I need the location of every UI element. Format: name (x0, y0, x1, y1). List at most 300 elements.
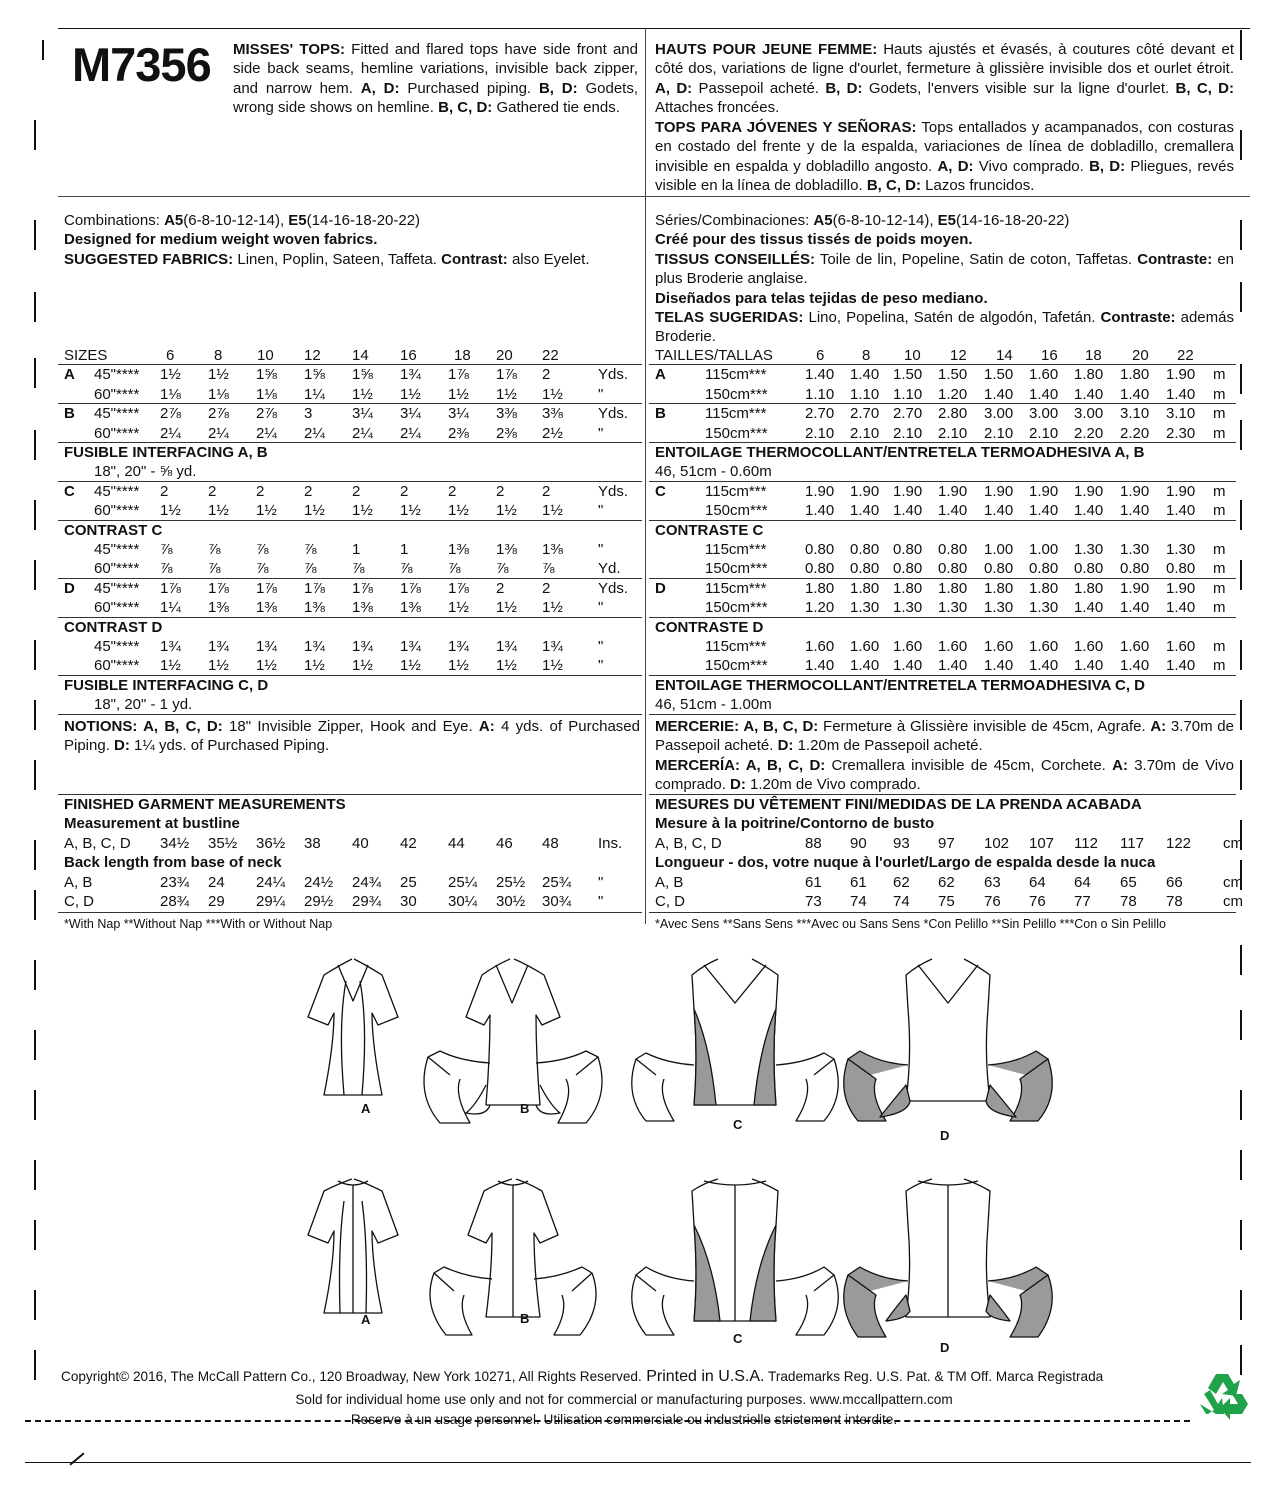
measurement-value: 29½ (304, 893, 334, 910)
fabric-width: 150cm*** (705, 560, 768, 578)
yardage-value: 2 (208, 482, 217, 500)
yardage-value: 2¼ (208, 424, 229, 442)
yardage-value: 1.50 (938, 366, 968, 384)
measurement-value: 36½ (256, 834, 286, 852)
yardage-value: 1.40 (1029, 385, 1059, 403)
yardage-value: 1.40 (1120, 599, 1150, 617)
corner-mark (69, 1452, 84, 1465)
notions-en: NOTIONS: A, B, C, D: 18" Invisible Zipper, Hook and Eye. A: 4 yds. of Purchased Piping. D: 1¼ yds. of Purchased Piping. (64, 718, 640, 755)
measurement-value: 63 (984, 873, 1001, 891)
yardage-value: 1.00 (1029, 541, 1059, 558)
measurement-value: 117 (1120, 834, 1144, 852)
yardage-value: ⅞ (542, 560, 555, 578)
fabric-width: 150cm*** (705, 502, 768, 520)
yardage-value: 1⅞ (496, 366, 517, 384)
yardage-value: 1.50 (984, 366, 1014, 384)
size-column-header: 8 (862, 347, 871, 364)
yardage-value: 1⅞ (448, 579, 469, 597)
registration-tick (1240, 700, 1242, 730)
table-row (655, 598, 1236, 617)
yardage-value: 2 (160, 482, 169, 500)
size-column-header: 8 (214, 347, 223, 364)
yardage-value: 1.90 (984, 482, 1014, 500)
unit: " (598, 638, 604, 655)
yardage-value: 1½ (160, 502, 181, 520)
registration-tick (1240, 30, 1242, 60)
measurement-value: 78 (1166, 893, 1183, 910)
measurement-views: C, D (64, 893, 94, 910)
description-es: TOPS PARA JÓVENES Y SEÑORAS: Tops entallados y acampanados, con costuras en costado del frente y de la espalda, variaciones de línea de dobladillo, cremallera invisible en espalda y dobladillo angosto. A, D: Vivo comprado. B, D: Pliegues, revés visible en la línea de dobladillo. B, C, D: Lazos fruncidos. (655, 119, 1235, 195)
table-row (64, 404, 642, 423)
registration-tick (1240, 1150, 1242, 1180)
yardage-value: ⅞ (256, 560, 269, 578)
yardage-value: 1¼ (160, 599, 181, 617)
yardage-value: 1.30 (1120, 541, 1150, 558)
interfacing-note (64, 462, 642, 481)
designed-fr: Créé pour des tissus tissés de poids moyen. (655, 231, 973, 249)
fabric-width: 60"**** (94, 502, 140, 520)
registration-tick (1240, 1220, 1242, 1250)
unit: " (598, 502, 604, 520)
usage-notice-en: Sold for individual home use only and not for commercial or manufacturing purposes. www.mccallpattern.com (295, 1392, 953, 1407)
registration-tick (1240, 1010, 1242, 1040)
view-label-c: C (733, 1117, 743, 1132)
yardage-value: ⅞ (400, 560, 413, 578)
yardage-value: 1½ (304, 502, 325, 520)
yardage-value: 2 (400, 482, 409, 500)
unit: " (598, 424, 604, 442)
yardage-value: 1 (352, 541, 361, 558)
fabric-width: 115cm*** (705, 405, 767, 423)
yardage-value: 1.80 (984, 579, 1014, 597)
measurement-value: 24¾ (352, 873, 382, 891)
yardage-value: 2⅞ (256, 405, 277, 423)
size-column-header: 10 (904, 347, 921, 364)
suggested-es: TELAS SUGERIDAS: Lino, Popelina, Satén de algodón, Tafetán. Contraste: además Broderie. (655, 309, 1234, 346)
yardage-value: 1⅞ (256, 579, 277, 597)
yardage-value: 2 (542, 366, 551, 384)
measurement-value: 62 (938, 873, 955, 891)
view-letter: B (655, 405, 666, 423)
fabric-width: 115cm*** (705, 366, 767, 384)
yardage-value: 1.40 (984, 385, 1014, 403)
unit: cm (1223, 873, 1243, 891)
table-header (64, 346, 642, 365)
yardage-value: 1.40 (1120, 385, 1150, 403)
yardage-value: 0.80 (893, 541, 923, 558)
view-letter: D (655, 579, 666, 597)
yardage-table-fr (655, 346, 1236, 716)
fabric-width: 115cm*** (705, 638, 767, 655)
registration-tick (34, 358, 36, 388)
header-divider (58, 196, 1250, 197)
yardage-value: ⅞ (496, 560, 509, 578)
sizes-header: TAILLES/TALLAS (655, 347, 773, 364)
measurement-value: 61 (850, 873, 867, 891)
yardage-value: 1¾ (542, 638, 563, 655)
yardage-value: 2¼ (304, 424, 325, 442)
yardage-value: 1½ (542, 385, 563, 403)
yardage-value: 3¼ (448, 405, 469, 423)
view-letter: B (64, 405, 75, 423)
table-row (64, 656, 642, 675)
yardage-value: 1.60 (984, 638, 1014, 655)
registration-tick (1240, 282, 1242, 312)
measurement-value: 24½ (304, 873, 334, 891)
yardage-value: 1.40 (850, 502, 880, 520)
yardage-value: 2.10 (893, 424, 923, 442)
yardage-value: 1.60 (893, 638, 923, 655)
unit: Yd. (598, 560, 621, 578)
measurement-value: 30½ (496, 893, 526, 910)
unit: " (598, 893, 604, 910)
yardage-value: 1.50 (893, 366, 923, 384)
fabric-width: 150cm*** (705, 385, 768, 403)
measurement-value: 88 (805, 834, 822, 852)
yardage-value: 1½ (542, 657, 563, 675)
measurement-value: 29¼ (256, 893, 286, 910)
view-letter: A (64, 366, 75, 384)
registration-tick (34, 560, 36, 590)
measurements-fr (655, 795, 1243, 935)
interfacing-note (655, 462, 1236, 481)
yardage-value: 0.80 (984, 560, 1014, 578)
yardage-value: 1.90 (1166, 366, 1196, 384)
interfacing-note (655, 695, 1236, 714)
yardage-value: 1.90 (850, 482, 880, 500)
bustline-heading: Mesure à la poitrine/Contorno de busto (655, 815, 935, 833)
yardage-value: 1.40 (938, 502, 968, 520)
nap-footnote: *Avec Sens **Sans Sens ***Avec ou Sans Sens *Con Pelillo **Sin Pelillo ***Con o Sin Pelillo (655, 917, 1166, 932)
view-letter: D (64, 579, 75, 597)
yardage-value: 1.60 (1074, 638, 1104, 655)
yardage-value: 1⅛ (160, 385, 181, 403)
yardage-value: 1⅞ (352, 579, 373, 597)
measurement-views: A, B (655, 873, 684, 891)
measurement-value: 42 (400, 834, 417, 852)
yardage-value: 1.90 (1029, 482, 1059, 500)
table-row (64, 579, 642, 598)
yardage-value: ⅞ (208, 541, 221, 558)
yardage-value: ⅞ (160, 541, 173, 558)
nap-footnote: *With Nap **Without Nap ***With or Without Nap (64, 917, 333, 932)
yardage-value: 1½ (352, 502, 373, 520)
section-heading-text: CONTRAST C (64, 521, 163, 539)
registration-tick (1240, 1090, 1242, 1120)
yardage-value: 2.10 (805, 424, 835, 442)
yardage-value: 1.40 (1074, 599, 1104, 617)
yardage-value: ⅞ (352, 560, 365, 578)
measurement-views: A, B, C, D (64, 834, 131, 852)
interfacing-note (64, 695, 642, 714)
table-row (655, 559, 1236, 578)
pattern-number: M7356 (72, 38, 211, 91)
yardage-value: 1.40 (850, 657, 880, 675)
measurement-value: 29¾ (352, 893, 382, 910)
yardage-value: 2 (496, 482, 505, 500)
measurement-value: 65 (1120, 873, 1137, 891)
table-row (655, 579, 1236, 598)
yardage-value: 1.80 (805, 579, 835, 597)
yardage-value: 1.30 (850, 599, 880, 617)
yardage-value: 1.40 (1074, 657, 1104, 675)
yardage-value: 1⅜ (400, 599, 421, 617)
unit: m (1213, 366, 1226, 384)
measurement-value: 66 (1166, 873, 1183, 891)
yardage-value: 0.80 (850, 560, 880, 578)
section-heading (655, 443, 1236, 462)
yardage-value: 1.80 (1120, 366, 1150, 384)
note-text: 18", 20" - ⅝ yd. (94, 463, 197, 481)
suggested-fr: TISSUS CONSEILLÉS: Toile de lin, Popeline, Satin de coton, Taffetas. Contraste: en plus Broderie anglaise. (655, 250, 1235, 288)
yardage-value: 1.40 (850, 366, 880, 384)
unit: " (598, 385, 604, 403)
yardage-value: 1½ (496, 657, 517, 675)
yardage-value: 1.40 (1166, 502, 1196, 520)
yardage-value: 1.60 (938, 638, 968, 655)
registration-tick (1240, 364, 1242, 394)
measurement-value: 76 (1029, 893, 1046, 910)
measurement-value: 24¼ (256, 873, 286, 891)
table-row (64, 385, 642, 404)
registration-tick (34, 960, 36, 990)
registration-tick (34, 292, 36, 322)
yardage-value: 1.30 (984, 599, 1014, 617)
yardage-value: 1½ (542, 599, 563, 617)
yardage-value: 2½ (542, 424, 563, 442)
fabric-width: 60"**** (94, 560, 140, 578)
yardage-value: ⅞ (256, 541, 269, 558)
yardage-value: 1½ (160, 657, 181, 675)
fabric-width: 45"**** (94, 541, 140, 558)
fabric-width: 45"**** (94, 405, 140, 423)
yardage-value: 1.40 (1029, 502, 1059, 520)
yardage-value: 1.10 (850, 385, 880, 403)
view-d-front-illustration (844, 959, 1052, 1121)
yardage-value: 0.80 (805, 560, 835, 578)
yardage-value: 2 (542, 482, 551, 500)
registration-tick (34, 430, 36, 460)
yardage-value: 1½ (208, 657, 229, 675)
yardage-value: 3.10 (1120, 405, 1150, 423)
measurement-value: 30¾ (542, 893, 572, 910)
yardage-value: 0.80 (893, 560, 923, 578)
table-row (64, 598, 642, 617)
fabrics-fr (655, 211, 1234, 347)
registration-tick (42, 40, 44, 60)
back-length-heading: Longueur - dos, votre nuque à l'ourlet/Largo de espalda desde la nuca (655, 854, 1156, 872)
yardage-value: 1½ (400, 385, 421, 403)
measurement-value: 24 (208, 873, 225, 891)
yardage-value: 2.70 (805, 405, 835, 423)
yardage-value: 1.90 (1120, 482, 1150, 500)
view-c-back-illustration (632, 1179, 838, 1335)
unit: Yds. (598, 405, 629, 423)
registration-tick (34, 760, 36, 790)
yardage-value: 2.20 (1120, 424, 1150, 442)
yardage-value: 3 (304, 405, 313, 423)
measurement-value: 48 (542, 834, 559, 852)
registration-tick (34, 1160, 36, 1190)
view-b-front-illustration (424, 959, 602, 1123)
yardage-value: 2.30 (1166, 424, 1196, 442)
view-letter: A (655, 366, 666, 384)
measurement-value: 61 (805, 873, 822, 891)
table-row (64, 540, 642, 559)
yardage-value: 1.80 (893, 579, 923, 597)
table-row (655, 540, 1236, 559)
yardage-value: 1.40 (1074, 502, 1104, 520)
fabric-width: 45"**** (94, 638, 140, 655)
yardage-value: 1¾ (496, 638, 517, 655)
description-fr: HAUTS POUR JEUNE FEMME: Hauts ajustés et évasés, à coutures côté devant et côté dos, variations de ligne d'ourlet, fermeture à glissière invisible dos et ourlet étroit. A, D: Passepoil acheté. B, D: Godets, l'envers visible sur la ligne d'ourlet. B, C, D: Attaches froncées. (655, 41, 1235, 117)
yardage-value: ⅞ (160, 560, 173, 578)
column-divider (645, 28, 646, 924)
yardage-value: 1.80 (1074, 579, 1104, 597)
yardage-value: 1½ (208, 502, 229, 520)
yardage-value: 1.30 (1074, 541, 1104, 558)
measurement-value: 97 (938, 834, 955, 852)
yardage-value: 2 (448, 482, 457, 500)
yardage-value: 1⅞ (448, 366, 469, 384)
size-column-header: 14 (996, 347, 1013, 364)
yardage-value: 1⅞ (208, 579, 229, 597)
yardage-value: 1.60 (1166, 638, 1196, 655)
yardage-value: 1½ (496, 599, 517, 617)
yardage-value: 1.40 (984, 657, 1014, 675)
measurement-value: 25½ (496, 873, 526, 891)
yardage-value: 1.30 (893, 599, 923, 617)
yardage-value: 1⅜ (256, 599, 277, 617)
measurement-value: 107 (1029, 834, 1055, 852)
yardage-value: 2¼ (160, 424, 181, 442)
yardage-value: 3¼ (352, 405, 373, 423)
yardage-value: 1.10 (805, 385, 835, 403)
yardage-value: 2.10 (850, 424, 880, 442)
yardage-value: 1½ (256, 657, 277, 675)
measurement-value: 30 (400, 893, 417, 910)
yardage-value: 2.70 (893, 405, 923, 423)
yardage-value: 1⅛ (256, 385, 277, 403)
yardage-value: 1¾ (208, 638, 229, 655)
measurement-row (655, 873, 1243, 892)
view-b-back-illustration (430, 1179, 596, 1335)
section-heading-text: FUSIBLE INTERFACING C, D (64, 676, 269, 694)
yardage-value: 1.90 (1120, 579, 1150, 597)
suggested-en: SUGGESTED FABRICS: Linen, Poplin, Sateen, Taffeta. Contrast: also Eyelet. (64, 250, 590, 268)
yardage-value: 1.90 (938, 482, 968, 500)
unit: " (598, 873, 604, 891)
section-heading-text: CONTRAST D (64, 618, 163, 636)
yardage-value: 1⅝ (256, 366, 277, 384)
notions-es: MERCERÍA: A, B, C, D: Cremallera invisible de 45cm, Corchete. A: 3.70m de Vivo comprado. D: 1.20m de Vivo comprado. (655, 757, 1234, 794)
yardage-value: 1.40 (1166, 657, 1196, 675)
yardage-value: 1¾ (352, 638, 373, 655)
yardage-value: 1½ (400, 502, 421, 520)
yardage-value: 1.20 (938, 385, 968, 403)
measurement-value: 93 (893, 834, 910, 852)
rule (58, 714, 642, 715)
measurements-title: FINISHED GARMENT MEASUREMENTS (64, 796, 346, 813)
measurement-value: 64 (1074, 873, 1091, 891)
registration-tick (34, 120, 36, 150)
yardage-value: 2¼ (352, 424, 373, 442)
measurement-value: 44 (448, 834, 465, 852)
measurement-value: 122 (1166, 834, 1192, 852)
yardage-value: 1¼ (304, 385, 325, 403)
view-a-back-illustration (308, 1179, 398, 1313)
yardage-value: 2⅞ (160, 405, 181, 423)
yardage-value: 0.80 (938, 541, 968, 558)
measurement-views: A, B (64, 873, 93, 891)
measurements-en (64, 795, 642, 935)
registration-tick (34, 840, 36, 870)
yardage-value: 1.40 (938, 657, 968, 675)
yardage-value: 0.80 (850, 541, 880, 558)
yardage-value: 1⅝ (352, 366, 373, 384)
back-length-heading: Back length from base of neck (64, 854, 282, 872)
combinations-en: Combinations: A5(6-8-10-12-14), E5(14-16-18-20-22) (64, 212, 421, 229)
section-heading-text: ENTOILAGE THERMOCOLLANT/ENTRETELA TERMOADHESIVA A, B (655, 444, 1145, 461)
unit: m (1213, 541, 1226, 558)
yardage-value: 1.60 (1120, 638, 1150, 655)
section-heading-text: ENTOILAGE THERMOCOLLANT/ENTRETELA TERMOADHESIVA C, D (655, 676, 1145, 694)
measurement-value: 40 (352, 834, 369, 852)
yardage-value: 1.40 (1120, 502, 1150, 520)
measurement-value: 25¼ (448, 873, 478, 891)
yardage-value: 2.10 (984, 424, 1014, 442)
yardage-value: 2¼ (400, 424, 421, 442)
yardage-value: 1 (400, 541, 409, 558)
table-row (64, 501, 642, 520)
yardage-value: 1½ (448, 657, 469, 675)
yardage-value: 1.30 (1166, 541, 1196, 558)
note-text: 46, 51cm - 0.60m (655, 463, 772, 481)
section-heading-text: CONTRASTE D (655, 618, 764, 636)
registration-tick (34, 500, 36, 530)
measurement-value: 74 (850, 893, 867, 910)
yardage-value: 1¾ (256, 638, 277, 655)
unit: m (1213, 424, 1226, 442)
fabric-width: 150cm*** (705, 599, 768, 617)
cut-line (25, 1420, 1190, 1422)
yardage-value: 1⅞ (304, 579, 325, 597)
table-row (655, 404, 1236, 423)
unit: m (1213, 657, 1226, 675)
view-label-a: A (361, 1101, 371, 1116)
section-heading (64, 443, 642, 462)
yardage-value: 1½ (160, 366, 181, 384)
description-en: MISSES' TOPS: Fitted and flared tops have side front and side back seams, hemline variations, invisible back zipper, and narrow hem. A, D: Purchased piping. B, D: Godets, wrong side shows on hemline. B, C, D: Gathered tie ends. (233, 41, 639, 117)
yardage-value: 1½ (496, 502, 517, 520)
measurement-row (64, 892, 642, 911)
view-label-d: D (940, 1128, 950, 1143)
table-row (655, 637, 1236, 656)
table-row (655, 656, 1236, 675)
yardage-value: 1.00 (984, 541, 1014, 558)
yardage-value: 0.80 (1029, 560, 1059, 578)
yardage-value: 0.80 (1166, 560, 1196, 578)
size-column-header: 16 (400, 347, 417, 364)
registration-tick (34, 890, 36, 920)
measurement-value: 34½ (160, 834, 190, 852)
unit: Yds. (598, 482, 629, 500)
fabric-width: 60"**** (94, 424, 140, 442)
yardage-value: 3⅜ (496, 405, 517, 423)
table-row (64, 424, 642, 443)
measurement-row (655, 892, 1243, 911)
yardage-value: 0.80 (1074, 560, 1104, 578)
